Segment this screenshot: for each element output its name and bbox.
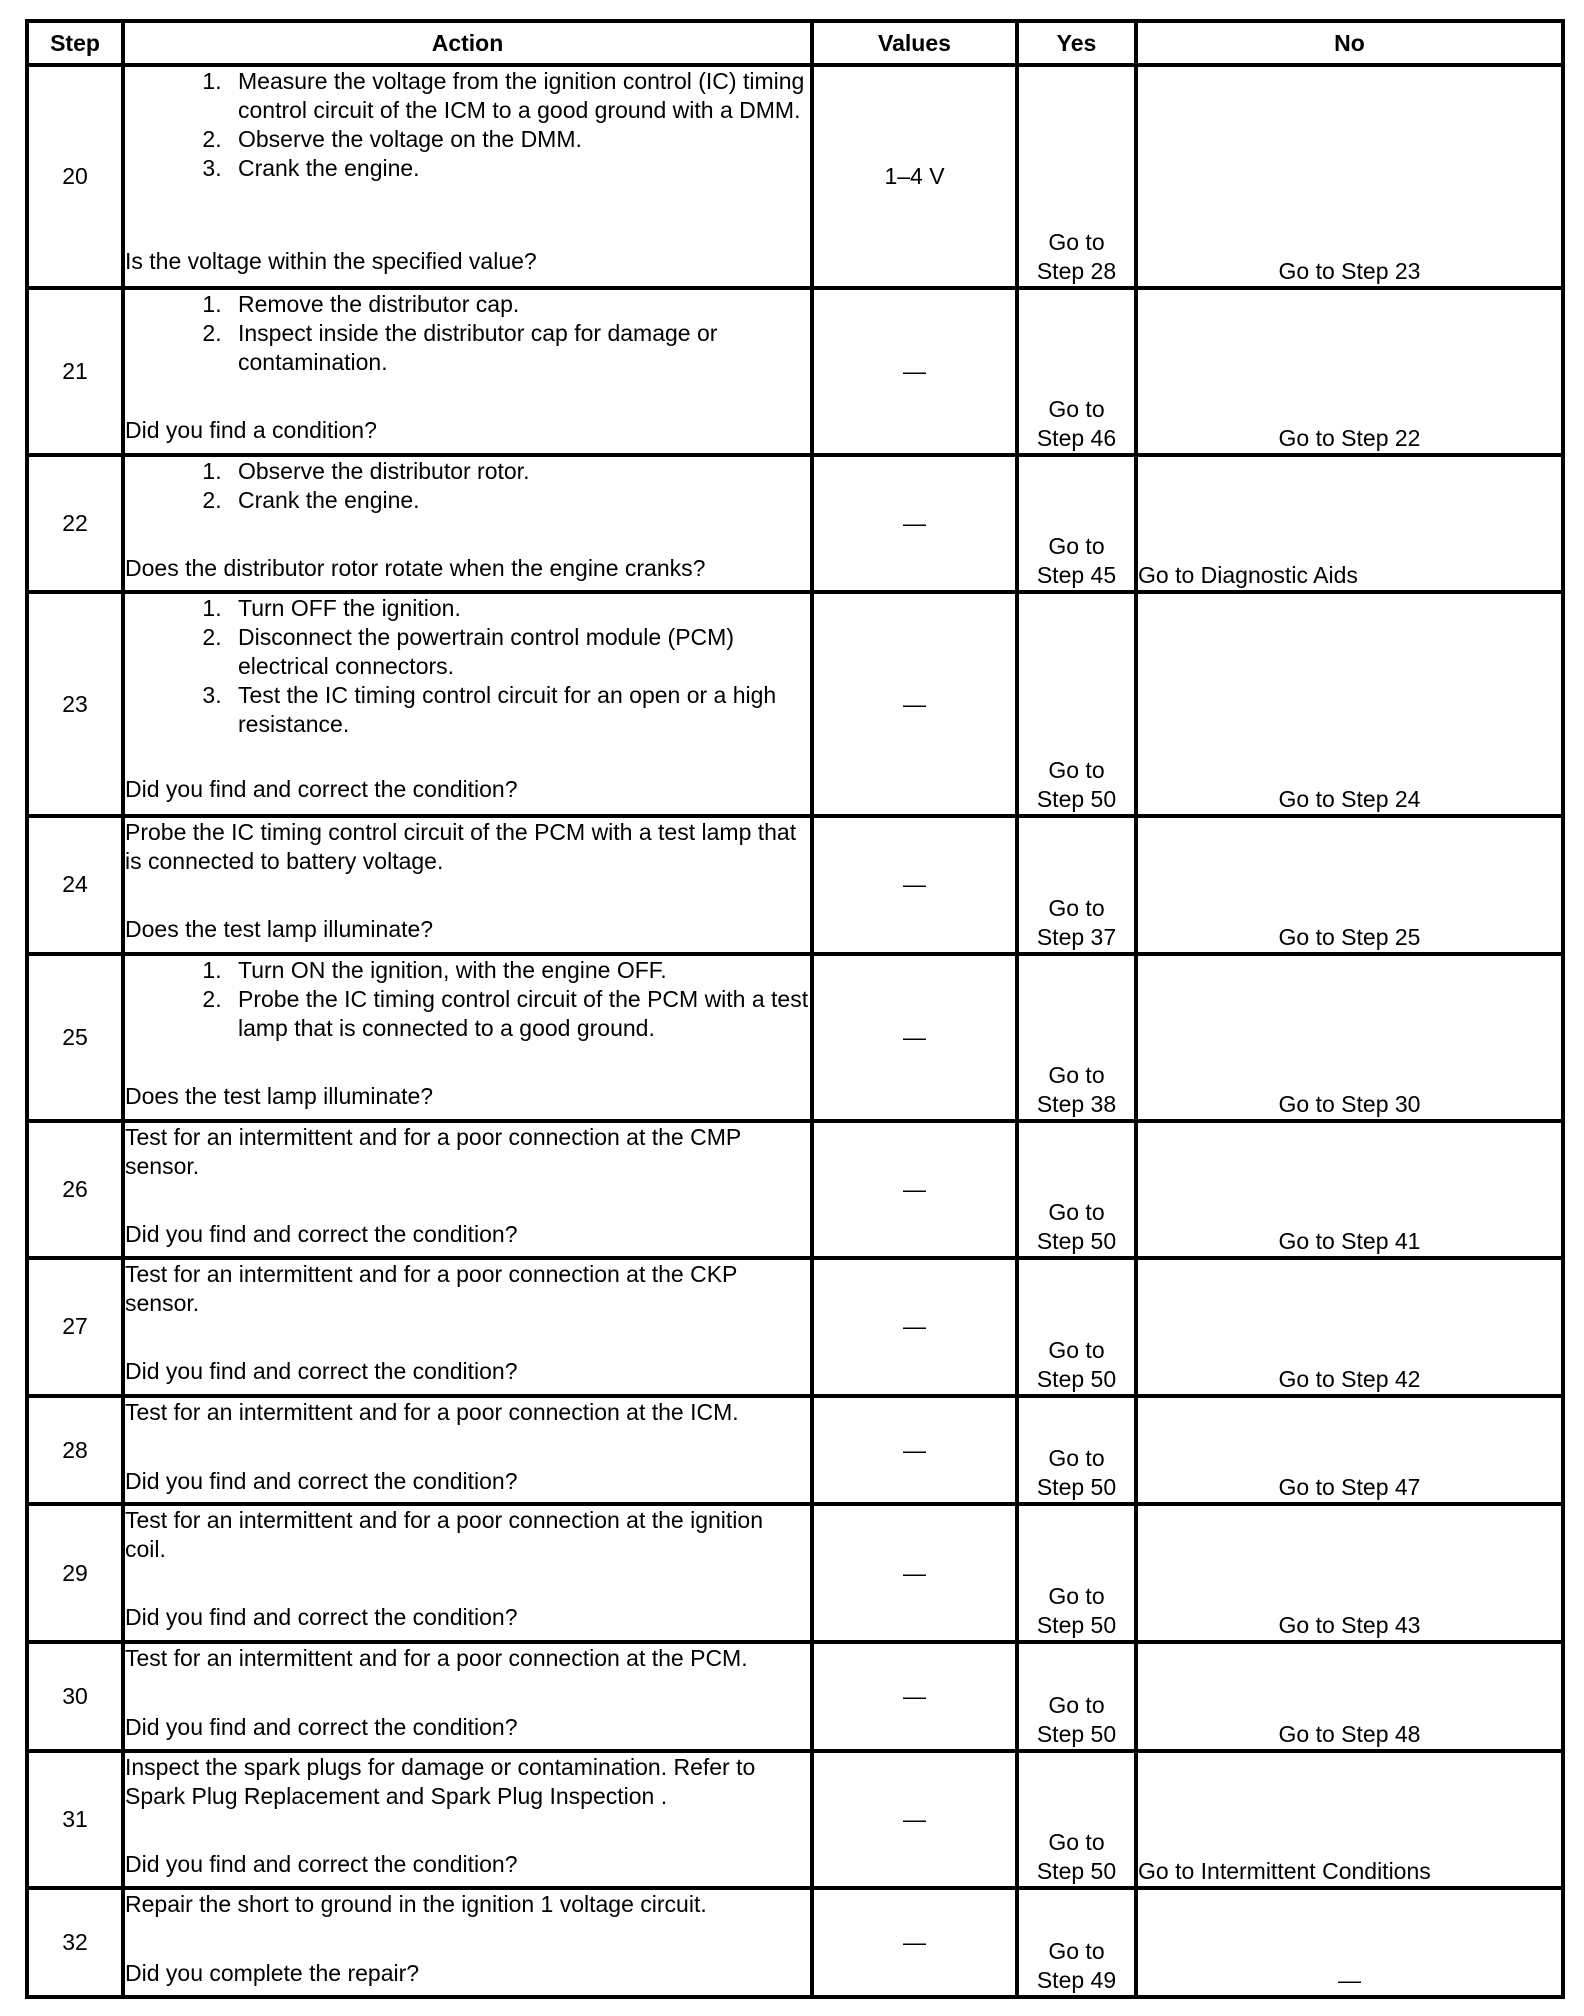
- yes-cell: [1017, 592, 1136, 816]
- yes-goto-label: Go to: [1048, 1829, 1105, 1856]
- action-cell: [123, 1642, 812, 1751]
- step-number: 32: [27, 1888, 123, 1997]
- yes-cell: [1017, 1642, 1136, 1751]
- yes-cell: [1017, 65, 1136, 288]
- header-row: [27, 21, 1563, 65]
- action-instructions: [125, 457, 810, 515]
- step-number: 21: [27, 288, 123, 455]
- header-no: No: [1136, 21, 1563, 65]
- step-number: 26: [27, 1121, 123, 1258]
- instruction-item: 3. Crank the engine.: [228, 154, 810, 183]
- instruction-list: [125, 594, 810, 739]
- yes-cell: [1017, 288, 1136, 455]
- yes-cell: [1017, 954, 1136, 1121]
- yes-goto-label: Go to: [1048, 228, 1105, 255]
- action-instructions: [125, 290, 810, 377]
- action-cell: [123, 1751, 812, 1888]
- yes-goto-step: Step 50: [1036, 1611, 1117, 1638]
- value-cell: —: [812, 954, 1017, 1121]
- yes-goto-step: Step 50: [1036, 1365, 1117, 1392]
- yes-goto-step: Step 28: [1036, 257, 1117, 284]
- yes-goto-step: Step 45: [1036, 562, 1117, 589]
- action-cell: [123, 65, 812, 288]
- instruction-item: 2. Observe the voltage on the DMM.: [228, 125, 810, 154]
- action-question: Did you find and correct the condition?: [125, 1220, 518, 1247]
- yes-cell: [1017, 1396, 1136, 1505]
- table-row: [27, 1258, 1563, 1395]
- instruction-item: 1. Remove the distributor cap.: [228, 290, 810, 319]
- action-question: Is the voltage within the specified value?: [125, 248, 537, 274]
- action-content: [125, 1506, 810, 1632]
- action-content: [125, 1398, 810, 1496]
- instruction-text: Test for an intermittent and for a poor connection at the PCM.: [125, 1644, 748, 1671]
- no-cell: Go to Step 22: [1136, 288, 1563, 455]
- action-question: Does the test lamp illuminate?: [125, 1082, 434, 1109]
- value-cell: —: [812, 455, 1017, 592]
- yes-goto-label: Go to: [1048, 533, 1105, 560]
- action-cell: [123, 592, 812, 816]
- action-instructions: [125, 1123, 810, 1181]
- action-cell: [123, 288, 812, 455]
- no-cell: Go to Step 41: [1136, 1121, 1563, 1258]
- instruction-item: 3. Test the IC timing control circuit for an open or a high resistance.: [228, 681, 810, 739]
- instruction-item: 2. Probe the IC timing control circuit of the PCM with a test lamp that is connected to a good ground.: [228, 985, 810, 1043]
- instruction-item: 1. Turn OFF the ignition.: [228, 594, 810, 623]
- yes-goto-step: Step 49: [1036, 1967, 1117, 1993]
- action-cell: [123, 1888, 812, 1997]
- instruction-item: 2. Disconnect the powertrain control module (PCM) electrical connectors.: [228, 623, 810, 681]
- yes-goto-label: Go to: [1048, 1199, 1105, 1226]
- table-row: [27, 816, 1563, 953]
- header-action: Action: [123, 21, 812, 65]
- action-question: Does the test lamp illuminate?: [125, 916, 434, 943]
- instruction-text: Probe the IC timing control circuit of the PCM with a test lamp that is connected to battery voltage.: [125, 819, 797, 875]
- table-row: [27, 65, 1563, 288]
- action-question: Does the distributor rotor rotate when the engine cranks?: [125, 554, 706, 581]
- step-number: 30: [27, 1642, 123, 1751]
- step-number: 24: [27, 816, 123, 953]
- action-content: [125, 1753, 810, 1879]
- action-instructions: [125, 1506, 810, 1564]
- action-question: Did you find and correct the condition?: [125, 776, 518, 803]
- yes-cell: [1017, 1121, 1136, 1258]
- table-row: [27, 1888, 1563, 1997]
- action-cell: [123, 954, 812, 1121]
- instruction-text: Inspect the spark plugs for damage or contamination. Refer to Spark Plug Replacement and Spark Plug Inspection .: [125, 1753, 756, 1809]
- table-row: [27, 1396, 1563, 1505]
- value-cell: —: [812, 1121, 1017, 1258]
- table-row: [27, 455, 1563, 592]
- yes-goto-step: Step 37: [1036, 923, 1117, 950]
- no-cell: Go to Step 24: [1136, 592, 1563, 816]
- yes-cell: [1017, 1258, 1136, 1395]
- no-cell: Go to Diagnostic Aids: [1136, 455, 1563, 592]
- yes-goto-label: Go to: [1048, 395, 1105, 422]
- action-cell: [123, 1396, 812, 1505]
- no-cell: Go to Step 25: [1136, 816, 1563, 953]
- action-content: [125, 1123, 810, 1249]
- no-cell: Go to Step 23: [1136, 65, 1563, 288]
- instruction-text: Repair the short to ground in the ignition 1 voltage circuit.: [125, 1891, 707, 1918]
- value-cell: —: [812, 1888, 1017, 1997]
- yes-goto-label: Go to: [1048, 1691, 1105, 1718]
- action-content: [125, 956, 810, 1111]
- action-question: Did you complete the repair?: [125, 1960, 420, 1987]
- action-question: Did you find a condition?: [125, 416, 377, 443]
- instruction-text: Test for an intermittent and for a poor connection at the ignition coil.: [125, 1507, 763, 1563]
- yes-goto-label: Go to: [1048, 1938, 1105, 1964]
- action-cell: [123, 1258, 812, 1395]
- yes-cell: [1017, 1888, 1136, 1997]
- instruction-item: 2. Inspect inside the distributor cap for damage or contamination.: [228, 319, 810, 377]
- yes-cell: [1017, 455, 1136, 592]
- yes-goto-step: Step 50: [1036, 1720, 1117, 1747]
- diagnostic-table: [25, 19, 1565, 1999]
- instruction-text: Test for an intermittent and for a poor connection at the CKP sensor.: [125, 1261, 737, 1317]
- action-instructions: [125, 956, 810, 1043]
- yes-goto-label: Go to: [1048, 1061, 1105, 1088]
- action-instructions: [125, 1260, 810, 1318]
- action-content: [125, 1890, 810, 1988]
- value-cell: —: [812, 816, 1017, 953]
- no-cell: Go to Intermittent Conditions: [1136, 1751, 1563, 1888]
- action-question: Did you find and correct the condition?: [125, 1604, 518, 1631]
- action-content: [125, 457, 810, 583]
- action-instructions: [125, 594, 810, 739]
- yes-goto-step: Step 46: [1036, 424, 1117, 451]
- table-row: [27, 1642, 1563, 1751]
- table-row: [27, 1751, 1563, 1888]
- instruction-list: [125, 457, 810, 515]
- no-cell: Go to Step 43: [1136, 1504, 1563, 1641]
- instruction-item: 1. Turn ON the ignition, with the engine OFF.: [228, 956, 810, 985]
- step-number: 23: [27, 592, 123, 816]
- table-row: [27, 592, 1563, 816]
- value-cell: —: [812, 288, 1017, 455]
- value-cell: —: [812, 592, 1017, 816]
- step-number: 20: [27, 65, 123, 288]
- diagnostic-table-page: [25, 19, 1561, 1999]
- table-row: [27, 1504, 1563, 1641]
- action-cell: [123, 816, 812, 953]
- instruction-list: [125, 956, 810, 1043]
- action-content: [125, 290, 810, 445]
- yes-goto-step: Step 50: [1036, 1474, 1117, 1501]
- yes-goto-label: Go to: [1048, 1445, 1105, 1472]
- no-cell: Go to Step 30: [1136, 954, 1563, 1121]
- no-cell: Go to Step 48: [1136, 1642, 1563, 1751]
- instruction-item: 1. Measure the voltage from the ignition control (IC) timing control circuit of the ICM to a good ground with a DMM.: [228, 67, 810, 125]
- yes-goto-label: Go to: [1048, 757, 1105, 784]
- action-instructions: [125, 1644, 810, 1673]
- action-instructions: [125, 1753, 810, 1811]
- step-number: 28: [27, 1396, 123, 1505]
- header-values: Values: [812, 21, 1017, 65]
- yes-goto-label: Go to: [1048, 1582, 1105, 1609]
- value-cell: —: [812, 1642, 1017, 1751]
- value-cell: —: [812, 1751, 1017, 1888]
- step-number: 22: [27, 455, 123, 592]
- step-number: 29: [27, 1504, 123, 1641]
- action-instructions: [125, 818, 810, 876]
- yes-goto-label: Go to: [1048, 1336, 1105, 1363]
- action-question: Did you find and correct the condition?: [125, 1850, 518, 1877]
- instruction-item: 1. Observe the distributor rotor.: [228, 457, 810, 486]
- yes-cell: [1017, 1504, 1136, 1641]
- action-question: Did you find and correct the condition?: [125, 1713, 518, 1740]
- action-content: [125, 594, 810, 804]
- table-row: [27, 1121, 1563, 1258]
- table-row: [27, 954, 1563, 1121]
- table-row: [27, 288, 1563, 455]
- action-cell: [123, 1504, 812, 1641]
- value-cell: 1–4 V: [812, 65, 1017, 288]
- action-cell: [123, 1121, 812, 1258]
- value-cell: —: [812, 1396, 1017, 1505]
- instruction-item: 2. Crank the engine.: [228, 486, 810, 515]
- header-yes: Yes: [1017, 21, 1136, 65]
- value-cell: —: [812, 1258, 1017, 1395]
- action-question: Did you find and correct the condition?: [125, 1358, 518, 1385]
- action-content: [125, 818, 810, 944]
- instruction-list: [125, 290, 810, 377]
- header-step: Step: [27, 21, 123, 65]
- step-number: 27: [27, 1258, 123, 1395]
- step-number: 25: [27, 954, 123, 1121]
- yes-cell: [1017, 1751, 1136, 1888]
- yes-goto-step: Step 50: [1036, 786, 1117, 813]
- instruction-text: Test for an intermittent and for a poor connection at the CMP sensor.: [125, 1123, 741, 1179]
- no-cell: Go to Step 47: [1136, 1396, 1563, 1505]
- action-content: [125, 1260, 810, 1386]
- action-instructions: [125, 1890, 810, 1919]
- yes-goto-step: Step 50: [1036, 1858, 1117, 1885]
- instruction-list: [125, 67, 810, 183]
- action-instructions: [125, 1398, 810, 1427]
- yes-cell: [1017, 816, 1136, 953]
- instruction-text: Test for an intermittent and for a poor connection at the ICM.: [125, 1398, 739, 1425]
- no-cell: —: [1136, 1888, 1563, 1997]
- action-content: [125, 67, 810, 276]
- action-instructions: [125, 67, 810, 183]
- yes-goto-label: Go to: [1048, 894, 1105, 921]
- step-number: 31: [27, 1751, 123, 1888]
- yes-goto-step: Step 38: [1036, 1090, 1117, 1117]
- value-cell: —: [812, 1504, 1017, 1641]
- yes-goto-step: Step 50: [1036, 1228, 1117, 1255]
- action-question: Did you find and correct the condition?: [125, 1467, 518, 1494]
- no-cell: Go to Step 42: [1136, 1258, 1563, 1395]
- action-cell: [123, 455, 812, 592]
- action-content: [125, 1644, 810, 1742]
